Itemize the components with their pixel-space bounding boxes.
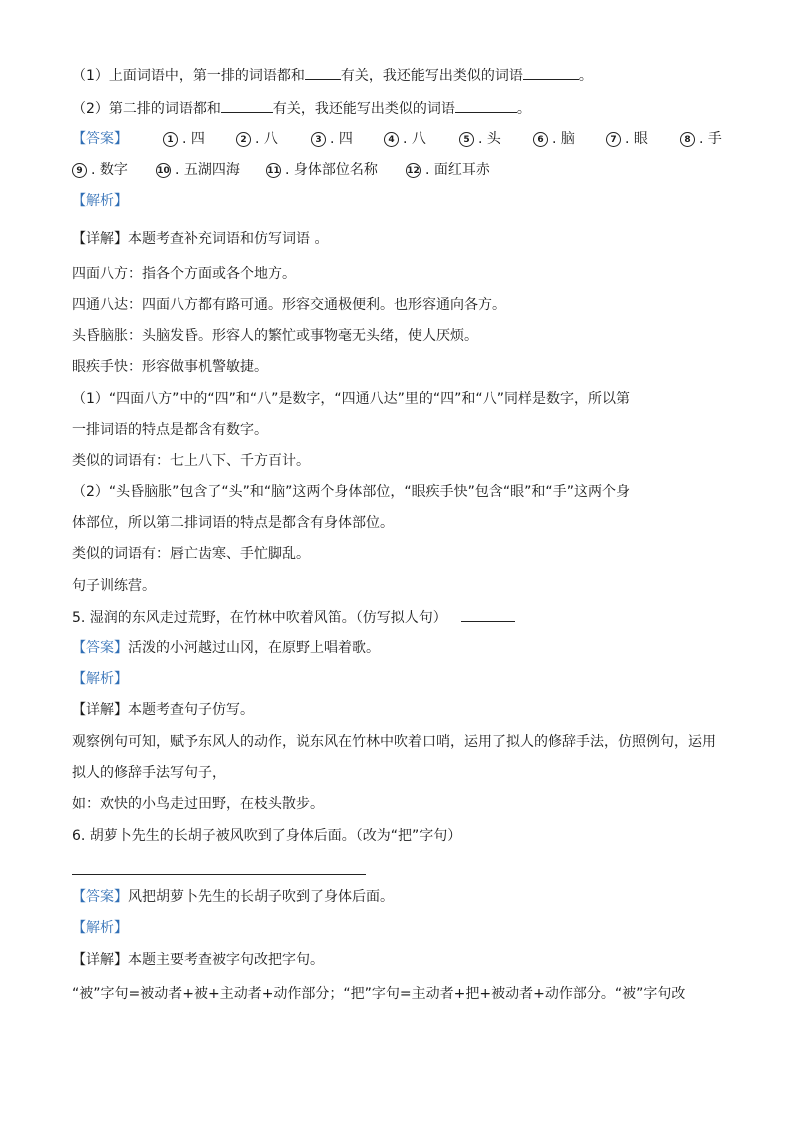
answer-item: 3 . 四 [311,129,353,149]
q4-explain-line: （1）“四面八方”中的“四”和“八”是数字，“四通八达”里的“四”和“八”同样是数字，所以第 [72,391,630,407]
detail-text: 本题考查句子仿写。 [128,702,254,718]
q5-detail [72,700,254,720]
circled-number: 9 [72,163,87,178]
q4-sub2-mid: 有关，我还能写出类似的词语 [272,101,455,117]
analysis-label: 【解析】 [72,671,128,687]
answer-line[interactable] [72,874,366,875]
q4-sub2 [72,98,531,119]
q5-explain-line: 拟人的修辞手法写句子， [72,765,226,781]
answer-blank[interactable] [523,65,579,80]
answer-label: 【答案】 [72,640,128,656]
q4-explain-line: 四面八方：指各个方面或各个地方。 [72,266,296,282]
q4-sub2-end: 。 [516,101,531,117]
detail-label: 【详解】 [72,952,128,968]
section-title: 句子训练营。 [72,578,156,594]
answer-label: 【答案】 [72,889,128,905]
answer-item: 7 . 眼 [606,129,648,149]
answer-text: 风把胡萝卜先生的长胡子吹到了身体后面。 [128,889,394,905]
answer-item: 5 . 头 [459,129,501,149]
q4-sub2-pre: （2）第二排的词语都和 [72,101,221,117]
q4-explain-line: 头昏脑胀：头脑发昏。形容人的繁忙或事物毫无头绪，使人厌烦。 [72,328,478,344]
q4-sub1-pre: （1）上面词语中，第一排的词语都和 [72,68,305,84]
answer-item: 1 . 四 [163,129,205,149]
answer-item: 4 . 八 [384,129,426,149]
answer-item: 2 . 八 [236,129,278,149]
q4-detail [72,229,328,249]
q4-explain-line: 眼疾手快：形容做事机警敏捷。 [72,359,268,375]
q4-explain-line: 类似的词语有：唇亡齿寒、手忙脚乱。 [72,546,310,562]
q4-sub1-end: 。 [578,68,593,84]
q4-explain-line: 一排词语的特点是都含有数字。 [72,422,268,438]
answer-blank[interactable] [221,98,273,113]
circled-number: 11 [266,163,281,178]
detail-text: 本题考查补充词语和仿写词语 。 [128,231,329,247]
circled-number: 4 [384,132,399,147]
q4-explain-line: 类似的词语有：七上八下、千方百计。 [72,453,310,469]
q5-question [72,607,515,628]
question-text: 5. 湿润的东风走过荒野，在竹林中吹着风笛。（仿写拟人句） [72,610,447,626]
detail-text: 本题主要考查被字句改把字句。 [128,952,324,968]
answer-item: 11 . 身体部位名称 [267,162,378,178]
q5-explain-line: 如：欢快的小鸟走过田野，在枝头散步。 [72,796,324,812]
q6-answer [72,887,394,907]
q4-explain-line: （2）“头昏脑胀”包含了“头”和“脑”这两个身体部位，“眼疾手快”包含“眼”和“手”这两个身 [72,484,630,500]
detail-label: 【详解】 [72,702,128,718]
circled-number: 7 [606,132,621,147]
answer-blank[interactable] [455,98,517,113]
analysis-label: 【解析】 [72,193,128,209]
circled-number: 5 [459,132,474,147]
q4-explain-line: 体部位，所以第二排词语的特点是都含有身体部位。 [72,515,394,531]
answer-item: 9 . 数字 [72,160,128,180]
circled-number: 8 [680,132,695,147]
answer-blank[interactable] [305,65,341,80]
detail-label: 【详解】 [72,231,128,247]
circled-number: 3 [311,132,326,147]
q6-explain-line: “被”字句=被动者+被+主动者+动作部分；“把”字句=主动者+把+被动者+动作部分。“被”字句改 [72,986,686,1002]
q6-detail [72,950,324,970]
analysis-label: 【解析】 [72,920,128,936]
q4-answer-row-1 [72,129,722,149]
circled-number: 2 [236,132,251,147]
circled-number: 1 [163,132,178,147]
circled-number: 6 [533,132,548,147]
circled-number: 12 [406,163,421,178]
answer-item: 10 . 五湖四海 [157,162,240,178]
answer-label: 【答案】 [72,131,128,147]
q4-sub1-mid: 有关，我还能写出类似的词语 [340,68,523,84]
q6-question: 6. 胡萝卜先生的长胡子被风吹到了身体后面。（改为“把”字句） [72,828,462,844]
q4-sub1 [72,65,593,86]
answer-item: 8 . 手 [680,129,722,149]
answer-text: 活泼的小河越过山冈，在原野上唱着歌。 [128,640,380,656]
q4-explain-line: 四通八达：四面八方都有路可通。形容交通极便利。也形容通向各方。 [72,297,506,313]
answer-item: 6 . 脑 [533,129,575,149]
answer-blank[interactable] [461,607,515,622]
circled-number: 10 [156,163,171,178]
answer-item: 12 . 面红耳赤 [407,162,490,178]
q5-answer [72,638,380,658]
q5-explain-line: 观察例句可知，赋予东风人的动作，说东风在竹林中吹着口哨，运用了拟人的修辞手法，仿照例句，运用 [72,734,716,750]
